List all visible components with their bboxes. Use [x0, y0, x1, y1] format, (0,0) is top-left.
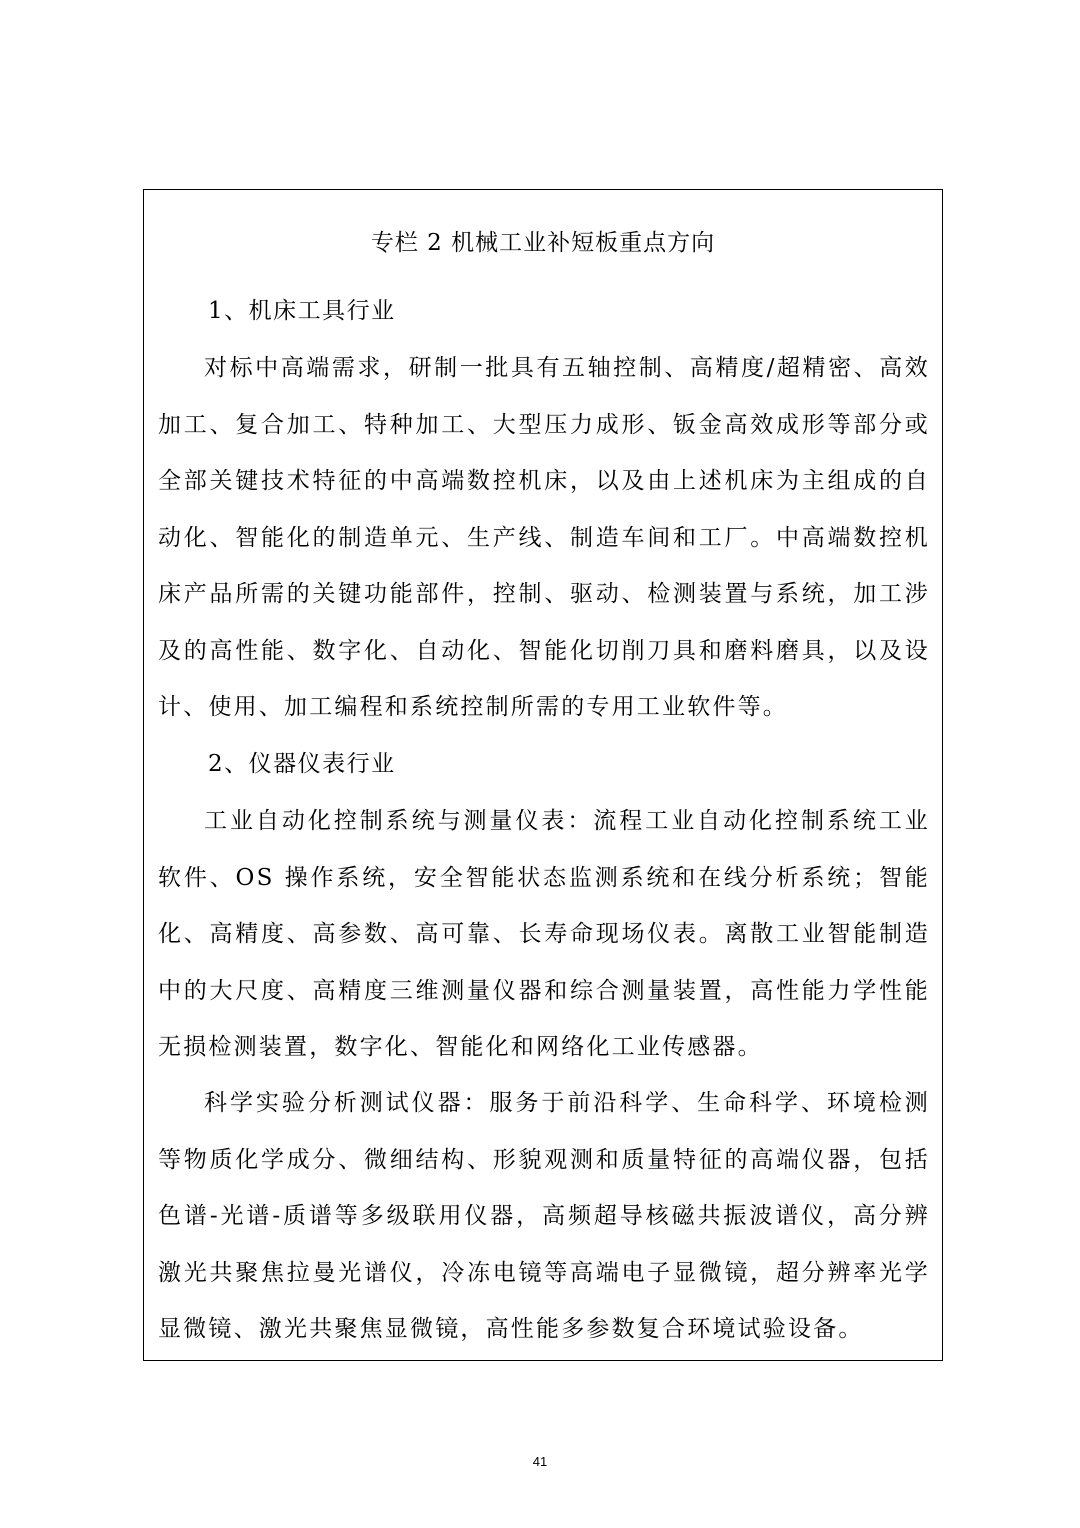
- paragraph-machine-tools: 对标中高端需求，研制一批具有五轴控制、高精度/超精密、高效加工、复合加工、特种加工、大型压力成形、钣金高效成形等部分或全部关键技术特征的中高端数控机床，以及由上述机床为主组成的自动化、智能化的制造单元、生产线、制造车间和工厂。中高端数控机床产品所需的关键功能部件，控制、驱动、检测装置与系统，加工涉及的高性能、数字化、自动化、智能化切削刀具和磨料磨具，以及设计、使用、加工编程和系统控制所需的专用工业软件等。: [158, 355, 930, 720]
- page-number: 41: [532, 1454, 548, 1469]
- paragraph-scientific-instruments: 科学实验分析测试仪器：服务于前沿科学、生命科学、环境检测等物质化学成分、微细结构、形貌观测和质量特征的高端仪器，包括色谱-光谱-质谱等多级联用仪器，高频超导核磁共振波谱仪，高分辨激光共聚焦拉曼光谱仪，冷冻电镜等高端电子显微镜，超分辨率光学显微镜、激光共聚焦显微镜，高性能多参数复合环境试验设备。: [158, 1090, 930, 1342]
- feature-box: [143, 189, 943, 1361]
- section-heading-instruments: 2、仪器仪表行业: [208, 751, 396, 777]
- paragraph-industrial-automation: 工业自动化控制系统与测量仪表：流程工业自动化控制系统工业软件、OS 操作系统，安全智能状态监测系统和在线分析系统；智能化、高精度、高参数、高可靠、长寿命现场仪表。离散工业智能制造中的大尺度、高精度三维测量仪器和综合测量装置，高性能力学性能无损检测装置，数字化、智能化和网络化工业传感器。: [158, 808, 930, 1060]
- box-title: 专栏 2 机械工业补短板重点方向: [370, 230, 716, 256]
- section-heading-machine-tools: 1、机床工具行业: [208, 298, 396, 324]
